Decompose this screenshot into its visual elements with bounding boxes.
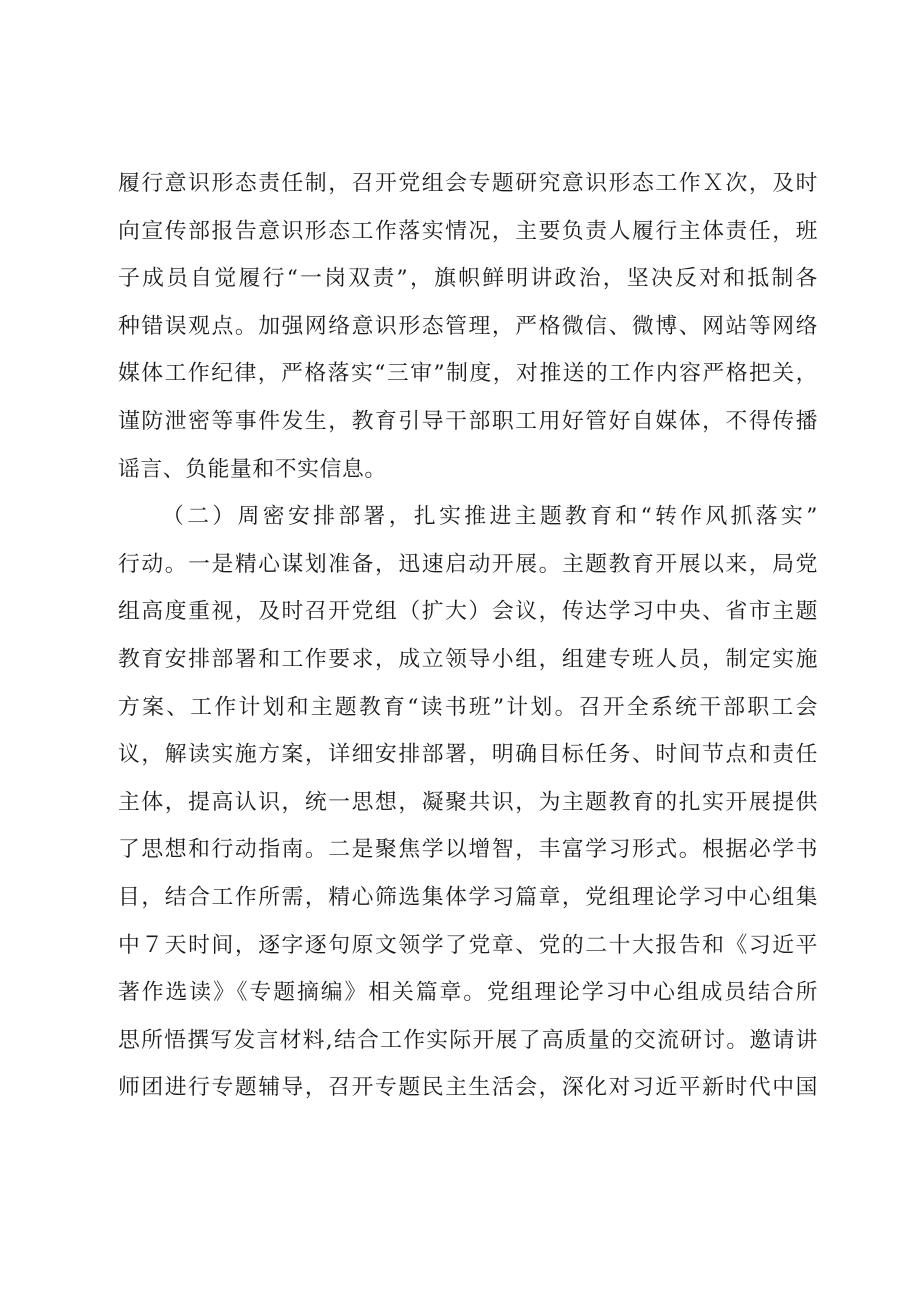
document-page bbox=[118, 160, 818, 1112]
text-line: 种错误观点。加强网络意识形态管理，严格微信、微博、网站等网络 bbox=[118, 313, 818, 339]
text-line: 中７天时间，逐字逐句原文领学了党章、党的二十大报告和《习近平 bbox=[118, 932, 818, 958]
text-line: 行动。一是精心谋划准备，迅速启动开展。主题教育开展以来，局党 bbox=[118, 551, 818, 577]
text-line: 议，解读实施方案，详细安排部署，明确目标任务、时间节点和责任 bbox=[118, 742, 818, 768]
text-line: 向宣传部报告意识形态工作落实情况，主要负责人履行主体责任，班 bbox=[118, 218, 818, 244]
text-line: 师团进行专题辅导，召开专题民主生活会，深化对习近平新时代中国 bbox=[118, 1075, 818, 1101]
section-heading-line: （二）周密安排部署，扎实推进主题教育和“转作风抓落实” bbox=[162, 504, 818, 530]
text-line: 目，结合工作所需，精心筛选集体学习篇章，党组理论学习中心组集 bbox=[118, 884, 818, 910]
text-line: 思所悟撰写发言材料,结合工作实际开展了高质量的交流研讨。邀请讲 bbox=[118, 1027, 818, 1053]
text-line: 子成员自觉履行“一岗双责”，旗帜鲜明讲政治，坚决反对和抵制各 bbox=[118, 266, 818, 292]
text-line: 教育安排部署和工作要求，成立领导小组，组建专班人员，制定实施 bbox=[118, 646, 818, 672]
text-line: 组高度重视，及时召开党组（扩大）会议，传达学习中央、省市主题 bbox=[118, 599, 818, 625]
text-line: 履行意识形态责任制，召开党组会专题研究意识形态工作Ｘ次，及时 bbox=[118, 171, 818, 196]
text-line: 了思想和行动指南。二是聚焦学以增智，丰富学习形式。根据必学书 bbox=[118, 837, 818, 863]
text-line: 谨防泄密等事件发生，教育引导干部职工用好管好自媒体，不得传播 bbox=[118, 408, 818, 434]
text-line: 方案、工作计划和主题教育“读书班”计划。召开全系统干部职工会 bbox=[118, 694, 818, 720]
text-line: 主体，提高认识，统一思想，凝聚共识，为主题教育的扎实开展提供 bbox=[118, 789, 818, 815]
text-line: 谣言、负能量和不实信息。 bbox=[118, 456, 387, 482]
text-line: 媒体工作纪律，严格落实“三审”制度，对推送的工作内容严格把关， bbox=[118, 361, 818, 387]
text-line: 著作选读》《专题摘编》相关篇章。党组理论学习中心组成员结合所 bbox=[118, 980, 818, 1006]
